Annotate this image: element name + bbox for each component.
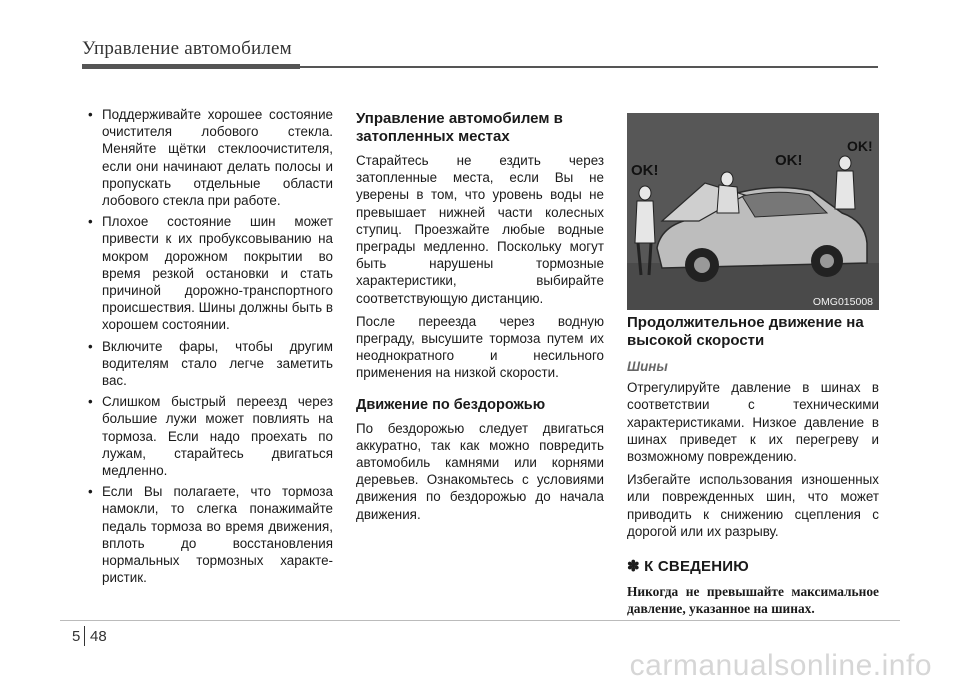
car-inspection-figure: [627, 113, 879, 310]
figure-code: OMG015008: [812, 296, 873, 308]
footer-rule: [60, 620, 900, 621]
left-column: [86, 106, 333, 590]
tires-paragraph-2: Избегайте использования изношенных или поврежденных шин, что может приводить к снижению сцепления с дорогой или их разрыву.: [627, 472, 879, 539]
header-rule-thick: [82, 64, 300, 69]
header-rule-thin: [300, 66, 878, 68]
ok-label-right: OK!: [847, 138, 873, 154]
notice-star-icon: ✽: [627, 558, 640, 576]
tires-subheading: Шины: [627, 359, 668, 374]
tips-bullet-list: [86, 106, 333, 586]
page-number-divider: [84, 626, 85, 646]
tires-paragraph-1: Отрегулируйте давление в шинах в соответствии с техническими характеристиками. Низкое давление в шинах приведет к их перегреву и возможному повреждению.: [627, 380, 879, 465]
right-column: [627, 314, 879, 617]
flooded-areas-heading: Управление автомобилем в затопленных местах: [356, 110, 563, 145]
bullet-item: • Если Вы полагаете, что тормоза намокли, то слегка понажимайте педаль тормоза во время движения, вплоть до восстановления нормальных тормозных характе-ристик.: [86, 483, 333, 586]
highspeed-heading: Продолжительное движение на высокой скорости: [627, 314, 864, 349]
ok-label-left: OK!: [631, 162, 659, 179]
chapter-number: 5: [72, 628, 81, 645]
notice-title-text: К СВЕДЕНИЮ: [644, 558, 749, 576]
bullet-item: • Слишком быстрый переезд через большие лужи может повлиять на тормоза. Если надо проехать по лужам, старайтесь двигаться медленно.: [86, 393, 333, 479]
page-header-title: Управление автомобилем: [82, 38, 292, 59]
watermark-text: carmanualsonline.info: [629, 649, 932, 682]
flooded-paragraph-1: Старайтесь не ездить через затопленные места, если Вы не уверены в том, что уровень воды не превышает нижней части колесных ступиц. Проезжайте любые водные преграды медленно. Поскольку могут быть нарушены тормозные характеристики, выбирайте соответствующую дистанцию.: [356, 153, 604, 306]
car-inspection-illustration-icon: [627, 113, 879, 310]
bullet-item: • Поддерживайте хорошее состояние очистителя лобового стекла. Меняйте щётки стеклоочистителя, если они начинают делать полосы и пропускать отдельные области лобового стекла при работе.: [86, 106, 333, 209]
ok-label-middle: OK!: [775, 152, 803, 169]
page-number: 48: [90, 628, 107, 645]
offroad-heading: Движение по бездорожью: [356, 396, 546, 413]
middle-column: [356, 110, 604, 529]
bullet-item: • Включите фары, чтобы другим водителям стало легче заметить вас.: [86, 338, 333, 390]
flooded-paragraph-2: После переезда через водную преграду, высушите тормоза путем их неоднократного и несильного применения на низкой скорости.: [356, 313, 604, 381]
offroad-paragraph: По бездорожью следует двигаться аккуратно, так как можно повредить автомобиль камнями или корнями деревьев. Ознакомьтесь с условиями движения по бездорожью до начала движения.: [356, 420, 604, 522]
bullet-item: • Плохое состояние шин может привести к их пробуксовыванию на мокром дорожном покрытии во время резкой остановки и стать причиной дорожно-транспортного происшествия. Шины должны быть в хорошем состоянии.: [86, 213, 333, 333]
notice-heading: [627, 558, 879, 575]
notice-body: Никогда не превышайте максимальное давление, указанное на шинах.: [627, 584, 879, 617]
